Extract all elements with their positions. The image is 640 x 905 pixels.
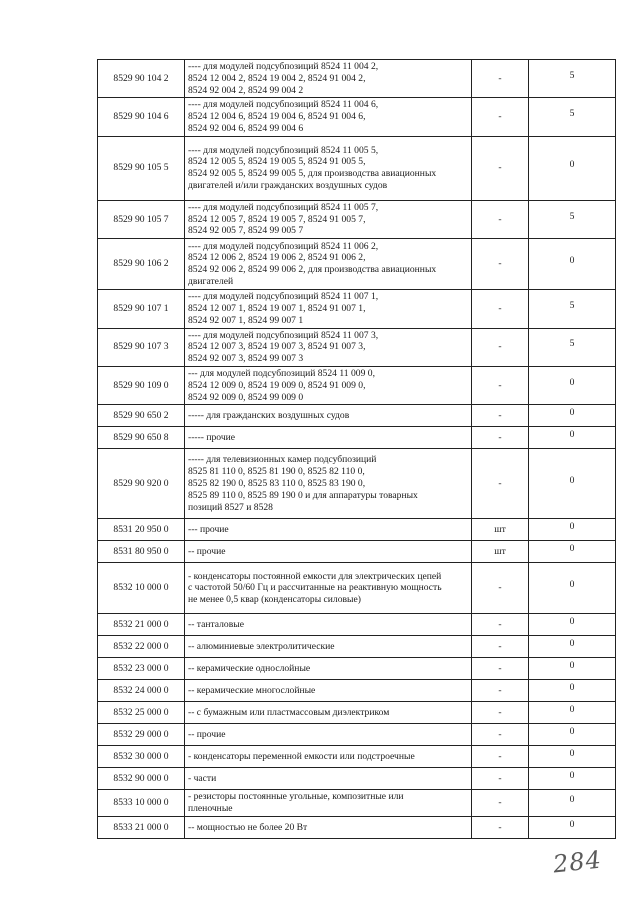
description-cell [185,328,472,366]
duty-rate-cell [529,239,616,290]
tariff-code-cell: 8529 90 105 5 [98,136,185,200]
description-line: 8524 12 005 7, 8524 19 005 7, 8524 91 005 7, [188,213,366,225]
tariff-code-cell: 8532 23 000 0 [98,658,185,680]
description-line: ---- для модулей подсубпозиций 8524 11 007 1, [188,291,379,303]
description-line: -- с бумажным или пластмассовым диэлектриком [188,706,390,718]
duty-rate-cell [529,98,616,136]
table-row [98,790,616,817]
unit-cell: шт [472,541,529,563]
table-row [98,200,616,238]
description-line: 8524 92 006 2, 8524 99 006 2, для производства авиационных [188,264,437,276]
description-line: -- танталовые [188,618,244,630]
description-line: -- керамические многослойные [188,684,316,696]
description-line: - конденсаторы переменной емкости или подстроечные [188,750,415,762]
tariff-code-cell: 8532 10 000 0 [98,563,185,614]
duty-rate-value: 5 [569,210,575,222]
table-row [98,239,616,290]
unit-cell: - [472,563,529,614]
duty-rate-value: 0 [569,681,575,693]
unit-cell: - [472,405,529,427]
description-cell [185,541,472,563]
tariff-code-cell: 8529 90 104 2 [98,60,185,98]
description-line: ---- для модулей подсубпозиций 8524 11 004 6, [188,99,379,111]
tariff-code-cell: 8531 20 950 0 [98,519,185,541]
table-row [98,658,616,680]
description-line: ----- прочие [188,431,236,443]
handwritten-page-number: 284 [551,845,604,879]
table-row [98,449,616,519]
description-line: ---- для модулей подсубпозиций 8524 11 006 2, [188,240,379,252]
table-row [98,614,616,636]
description-cell [185,427,472,449]
duty-rate-cell [529,328,616,366]
description-cell [185,636,472,658]
description-line: 8524 12 007 1, 8524 19 007 1, 8524 91 007 1, [188,302,366,314]
duty-rate-cell [529,746,616,768]
duty-rate-value: 0 [569,542,575,554]
description-line: ---- для модулей подсубпозиций 8524 11 007 3, [188,329,379,341]
duty-rate-value: 5 [569,108,575,120]
tariff-code-cell: 8529 90 107 1 [98,290,185,328]
description-line: - резисторы постоянные угольные, композитные или [188,791,404,803]
duty-rate-cell [529,449,616,519]
description-cell [185,563,472,614]
table-row [98,519,616,541]
description-line: 8524 12 004 6, 8524 19 004 6, 8524 91 004 6, [188,111,366,123]
table-row [98,702,616,724]
description-line: не менее 0,5 квар (конденсаторы силовые) [188,594,361,606]
duty-rate-cell [529,768,616,790]
description-cell [185,790,472,817]
description-cell [185,290,472,328]
description-line: 8524 92 005 7, 8524 99 005 7 [188,225,304,237]
duty-rate-cell [529,816,616,838]
description-cell [185,239,472,290]
tariff-table [97,59,616,839]
duty-rate-cell [529,702,616,724]
table-row [98,816,616,838]
table-row [98,768,616,790]
unit-cell: - [472,427,529,449]
description-cell [185,405,472,427]
duty-rate-value: 0 [569,769,575,781]
description-line: 8524 12 009 0, 8524 19 009 0, 8524 91 009 0, [188,379,366,391]
duty-rate-value: 0 [569,818,575,830]
duty-rate-value: 0 [569,474,575,486]
tariff-code-cell: 8532 29 000 0 [98,724,185,746]
tariff-code-cell: 8529 90 106 2 [98,239,185,290]
description-cell [185,449,472,519]
duty-rate-cell [529,658,616,680]
duty-rate-cell [529,427,616,449]
table-row [98,328,616,366]
description-cell [185,724,472,746]
unit-cell: - [472,746,529,768]
description-line: ---- для модулей подсубпозиций 8524 11 004 2, [188,61,379,72]
unit-cell: - [472,290,529,328]
unit-cell: - [472,768,529,790]
description-cell [185,658,472,680]
tariff-code-cell: 8529 90 107 3 [98,328,185,366]
duty-rate-cell [529,290,616,328]
unit-cell: - [472,136,529,200]
description-line: двигателей и/или гражданских воздушных судов [188,180,388,192]
table-row [98,136,616,200]
unit-cell: - [472,60,529,98]
description-line: 8524 12 006 2, 8524 19 006 2, 8524 91 006 2, [188,252,366,264]
unit-cell: - [472,366,529,404]
unit-cell: - [472,702,529,724]
unit-cell: - [472,200,529,238]
tariff-code-cell: 8529 90 105 7 [98,200,185,238]
table-row [98,60,616,98]
duty-rate-cell [529,563,616,614]
tariff-code-cell: 8532 90 000 0 [98,768,185,790]
table-row [98,290,616,328]
unit-cell: - [472,724,529,746]
tariff-code-cell: 8529 90 104 6 [98,98,185,136]
description-line: --- прочие [188,523,229,535]
description-line: -- прочие [188,545,226,557]
tariff-code-cell: 8533 10 000 0 [98,790,185,817]
duty-rate-cell [529,724,616,746]
description-cell [185,768,472,790]
duty-rate-cell [529,60,616,98]
description-line: 8524 92 005 5, 8524 99 005 5, для производства авиационных [188,168,437,180]
table-row [98,563,616,614]
description-line: 8524 12 005 5, 8524 19 005 5, 8524 91 005 5, [188,156,366,168]
duty-rate-value: 0 [569,520,575,532]
description-cell [185,614,472,636]
table-row [98,98,616,136]
description-cell [185,746,472,768]
duty-rate-cell [529,200,616,238]
unit-cell: - [472,790,529,817]
description-line: двигателей [188,275,234,287]
description-cell [185,200,472,238]
description-line: -- алюминиевые электролитические [188,640,335,652]
table-row [98,405,616,427]
duty-rate-value: 0 [569,725,575,737]
unit-cell: - [472,680,529,702]
tariff-code-cell: 8529 90 650 2 [98,405,185,427]
tariff-code-cell: 8531 80 950 0 [98,541,185,563]
description-line: 8524 92 007 1, 8524 99 007 1 [188,314,304,326]
description-cell [185,366,472,404]
unit-cell: шт [472,519,529,541]
description-cell [185,519,472,541]
description-cell [185,702,472,724]
description-line: пленочные [188,803,233,815]
tariff-code-cell: 8532 25 000 0 [98,702,185,724]
description-line: -- керамические однослойные [188,662,311,674]
duty-rate-cell [529,541,616,563]
duty-rate-cell [529,136,616,200]
table-row [98,541,616,563]
description-line: ----- для гражданских воздушных судов [188,409,350,421]
duty-rate-cell [529,614,616,636]
description-cell [185,60,472,98]
description-line: 8524 92 004 2, 8524 99 004 2 [188,84,304,96]
unit-cell: - [472,614,529,636]
description-cell [185,98,472,136]
description-line: с частотой 50/60 Гц и рассчитанные на реактивную мощность [188,582,442,594]
description-line: - части [188,772,217,784]
table-row [98,746,616,768]
description-line: 8525 81 110 0, 8525 81 190 0, 8525 82 110 0, [188,466,365,478]
table-row [98,427,616,449]
duty-rate-value: 0 [569,428,575,440]
duty-rate-value: 5 [569,338,575,350]
duty-rate-cell [529,405,616,427]
tariff-table-body [98,60,616,839]
tariff-code-cell: 8532 30 000 0 [98,746,185,768]
duty-rate-cell [529,636,616,658]
description-line: -- мощностью не более 20 Вт [188,821,308,833]
tariff-code-cell: 8532 21 000 0 [98,614,185,636]
description-line: - конденсаторы постоянной емкости для электрических цепей [188,570,442,582]
duty-rate-value: 0 [569,794,575,806]
duty-rate-value: 0 [569,159,575,171]
duty-rate-cell [529,366,616,404]
unit-cell: - [472,239,529,290]
description-line: 8524 12 007 3, 8524 19 007 3, 8524 91 007 3, [188,341,366,353]
duty-rate-cell [529,519,616,541]
unit-cell: - [472,658,529,680]
description-line: 8524 92 004 6, 8524 99 004 6 [188,122,304,134]
description-line: ---- для модулей подсубпозиций 8524 11 005 7, [188,201,379,213]
description-line: 8525 89 110 0, 8525 89 190 0 и для аппаратуры товарных [188,489,418,501]
tariff-code-cell: 8532 24 000 0 [98,680,185,702]
table-row [98,680,616,702]
table-row [98,636,616,658]
unit-cell: - [472,636,529,658]
unit-cell: - [472,816,529,838]
duty-rate-value: 0 [569,579,575,591]
description-line: -- прочие [188,728,226,740]
description-line: позиций 8527 и 8528 [188,501,273,513]
tariff-code-cell: 8529 90 650 8 [98,427,185,449]
duty-rate-value: 0 [569,703,575,715]
description-line: ---- для модулей подсубпозиций 8524 11 005 5, [188,144,379,156]
description-cell [185,816,472,838]
tariff-code-cell: 8532 22 000 0 [98,636,185,658]
description-line: 8524 12 004 2, 8524 19 004 2, 8524 91 004 2, [188,72,366,84]
unit-cell: - [472,449,529,519]
duty-rate-value: 0 [569,406,575,418]
unit-cell: - [472,328,529,366]
table-row [98,366,616,404]
duty-rate-value: 0 [569,637,575,649]
duty-rate-value: 0 [569,615,575,627]
description-cell [185,136,472,200]
tariff-code-cell: 8533 21 000 0 [98,816,185,838]
duty-rate-value: 5 [569,299,575,311]
duty-rate-value: 0 [569,747,575,759]
duty-rate-value: 5 [569,69,575,81]
description-line: 8524 92 007 3, 8524 99 007 3 [188,353,304,365]
duty-rate-value: 0 [569,659,575,671]
duty-rate-value: 0 [569,376,575,388]
unit-cell: - [472,98,529,136]
duty-rate-cell [529,680,616,702]
description-line: 8525 82 190 0, 8525 83 110 0, 8525 83 190 0, [188,477,366,489]
description-cell [185,680,472,702]
tariff-code-cell: 8529 90 920 0 [98,449,185,519]
duty-rate-value: 0 [569,255,575,267]
tariff-code-cell: 8529 90 109 0 [98,366,185,404]
table-row [98,724,616,746]
description-line: --- для модулей подсубпозиций 8524 11 009 0, [188,367,375,379]
description-line: 8524 92 009 0, 8524 99 009 0 [188,391,304,403]
duty-rate-cell [529,790,616,817]
description-line: ----- для телевизионных камер подсубпозиций [188,454,377,466]
